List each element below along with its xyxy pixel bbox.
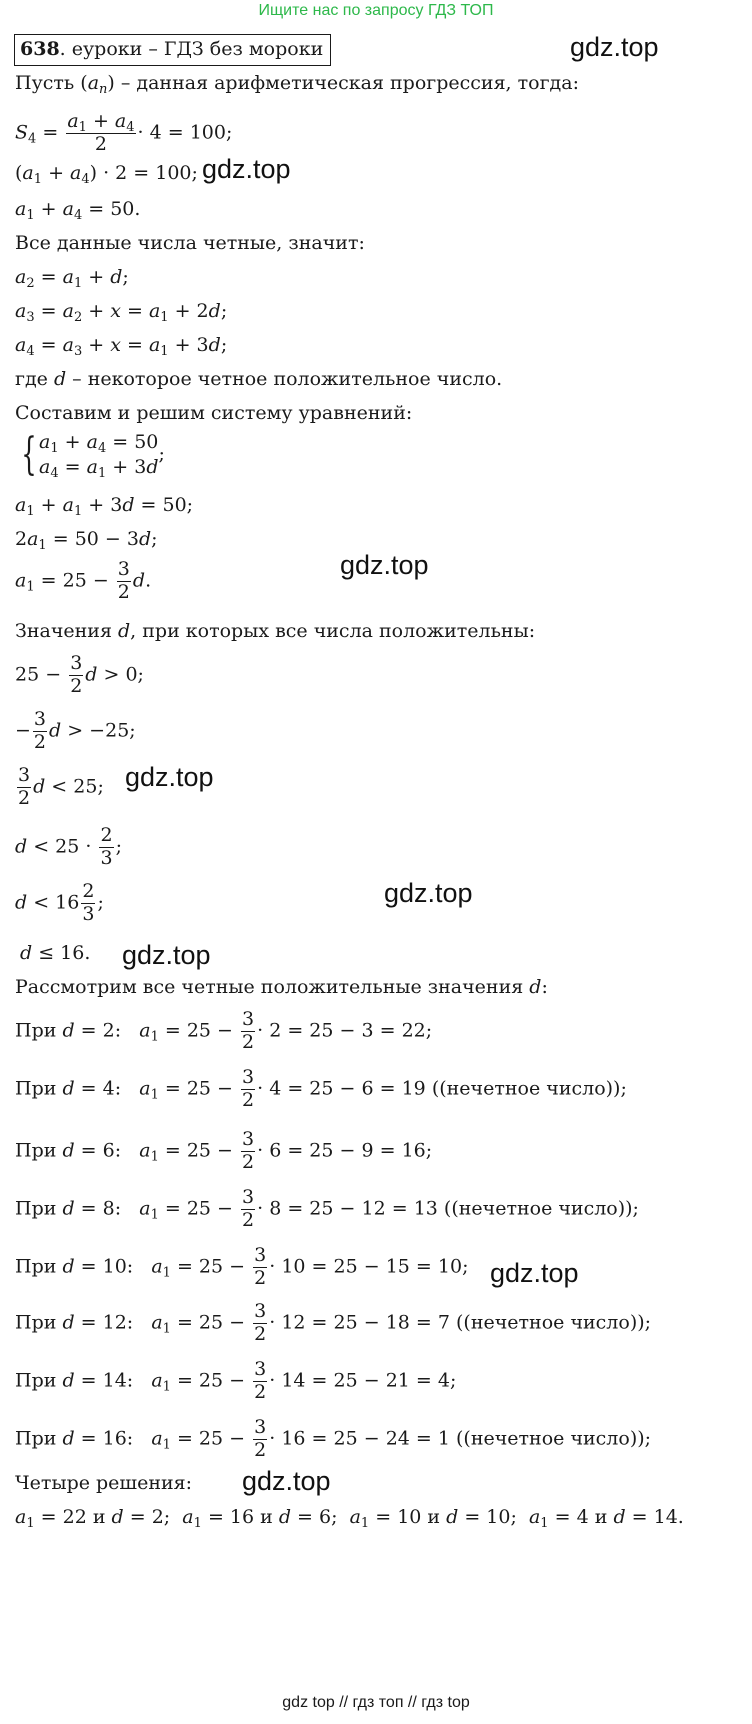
watermark: gdz.top (125, 762, 214, 792)
watermark: gdz.top (570, 32, 659, 62)
text-line: Составим и решим систему уравнений: (15, 402, 413, 424)
inequality-line: d < 16 $\frac{2}{3}$ ; (15, 880, 104, 925)
exercise-source: . еуроки – ГДЗ без мороки (59, 38, 324, 60)
watermark: gdz.top (340, 550, 429, 580)
exercise-number: 638 (20, 38, 60, 60)
formula-line: $a_2 = a_1 + d$; (15, 266, 129, 291)
formula-line: $2a_1 = 50 - 3d$; (15, 528, 158, 553)
inequality-line: d ≤ 16. (20, 942, 91, 964)
watermark: gdz.top (384, 878, 473, 908)
watermark: gdz.top (122, 940, 211, 970)
text-line: Четыре решения: (15, 1472, 193, 1494)
formula-s4: $S_4$ = $\frac{a_1 + a_4}{2}$ · 4 = 100; (15, 110, 233, 155)
case-line: При d = 2: $a_1 = 25$ − $\frac{3}{2}$ · 2 = 25 − 3 = 22; (15, 1008, 433, 1053)
watermark: gdz.top (202, 154, 291, 184)
intro-line: Пусть $(a_n)$ – данная арифметическая прогрессия, тогда: (15, 72, 579, 97)
watermark: gdz.top (242, 1466, 331, 1496)
odd-note: (нечетное число) (463, 1311, 638, 1334)
watermark: gdz.top (490, 1258, 579, 1288)
case-line: При d = 14: $a_1 = 25$ − $\frac{3}{2}$ · 14 = 25 − 21 = 4; (15, 1358, 457, 1403)
text-line: Рассмотрим все четные положительные значения d: (15, 976, 548, 998)
formula-line: $a_1 = 25$ − $\frac{3}{2}$ d. (15, 558, 152, 603)
exercise-title (14, 34, 331, 66)
equation-system: { $a_1 + a_4 = 50$ $a_4 = a_1 + 3d$ ; (21, 428, 165, 481)
case-line: При d = 10: $a_1 = 25$ − $\frac{3}{2}$ · 10 = 25 − 15 = 10; (15, 1244, 469, 1289)
inequality-line: $\frac{3}{2}$ d < 25; (18, 764, 104, 809)
answer-line: $a_1 = 22$ и d = 2; $a_1 = 16$ и d = 6; $a_1 = 10$ и d = 10; $a_1 = 4$ и d = 14. (15, 1506, 684, 1531)
formula-line: $a_1 + a_4 = 50$. (15, 198, 141, 223)
text-line: Все данные числа четные, значит: (15, 232, 365, 254)
text-line: Значения d, при которых все числа положительны: (15, 620, 536, 642)
case-line: При d = 6: $a_1 = 25$ − $\frac{3}{2}$ · 6 = 25 − 9 = 16; (15, 1128, 433, 1173)
odd-note: (нечетное число) (451, 1197, 626, 1220)
odd-note: (нечетное число) (439, 1077, 614, 1100)
formula-line: $a_3 = a_2 + x = a_1 + 2d$; (15, 300, 228, 325)
case-line: При d = 16: $a_1 = 25$ − $\frac{3}{2}$ · 16 = 25 − 24 = 1 ((нечетное число)); (15, 1416, 652, 1461)
inequality-line: 25 − $\frac{3}{2}$ d > 0; (15, 652, 144, 697)
text-line: где d – некоторое четное положительное число. (15, 368, 503, 390)
formula-line: $(a_1 + a_4) \cdot 2 = 100$; (15, 162, 198, 187)
search-banner[interactable]: Ищите нас по запросу ГДЗ ТОП (258, 2, 494, 19)
inequality-line: − $\frac{3}{2}$ d > −25; (15, 708, 136, 753)
inequality-line: d < 25 · $\frac{2}{3}$ ; (15, 824, 122, 869)
formula-line: $a_1 + a_1 + 3d = 50$; (15, 494, 194, 519)
footer-links[interactable]: gdz top // гдз топ // гдз top (282, 1694, 470, 1711)
case-line: При d = 8: $a_1 = 25$ − $\frac{3}{2}$ · 8 = 25 − 12 = 13 ((нечетное число)); (15, 1186, 639, 1231)
case-line: При d = 12: $a_1 = 25$ − $\frac{3}{2}$ · 12 = 25 − 18 = 7 ((нечетное число)); (15, 1300, 652, 1345)
formula-line: $a_4 = a_3 + x = a_1 + 3d$; (15, 334, 228, 359)
odd-note: (нечетное число) (463, 1427, 638, 1450)
case-line: При d = 4: $a_1 = 25$ − $\frac{3}{2}$ · 4 = 25 − 6 = 19 ((нечетное число)); (15, 1066, 627, 1111)
